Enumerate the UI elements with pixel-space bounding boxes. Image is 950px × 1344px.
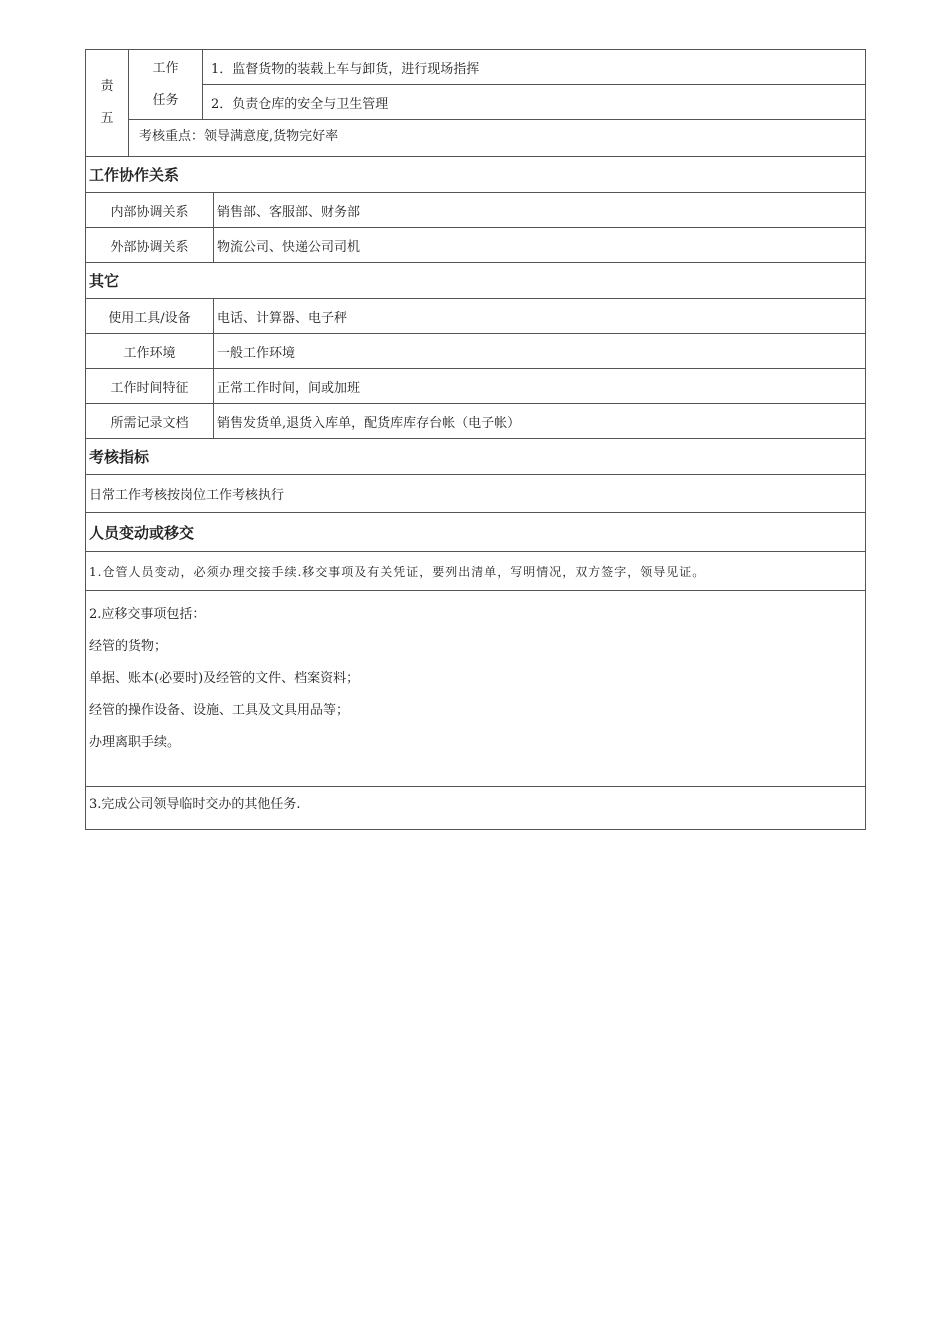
external-coordination-value: 物流公司、快递公司司机 <box>214 228 866 263</box>
records-value: 销售发货单,退货入库单，配货库库存台帐（电子帐） <box>214 404 866 439</box>
section-title-cooperation: 工作协作关系 <box>86 157 866 193</box>
internal-coordination-label: 内部协调关系 <box>86 193 214 228</box>
job-description-table <box>85 49 866 830</box>
handover-item-2-line: 办理离职手续。 <box>89 735 181 750</box>
handover-item-3: 3.完成公司领导临时交办的其他任务. <box>86 787 866 830</box>
task-label-line2: 任务 <box>152 92 179 108</box>
task-label-line1: 工作 <box>152 60 179 76</box>
duty-label-line1: 责 <box>100 79 114 94</box>
work-environment-value: 一般工作环境 <box>214 334 866 369</box>
task-item-2: 2．负责仓库的安全与卫生管理 <box>203 85 866 120</box>
records-label: 所需记录文档 <box>86 404 214 439</box>
indicators-text: 日常工作考核按岗位工作考核执行 <box>86 475 866 513</box>
handover-item-2-line: 经管的操作设备、设施、工具及文具用品等； <box>89 703 350 718</box>
handover-item-2-line: 单据、账本(必要时)及经管的文件、档案资料； <box>89 671 360 686</box>
tools-label: 使用工具/设备 <box>86 299 214 334</box>
handover-item-1: 1.仓管人员变动，必须办理交接手续.移交事项及有关凭证，要列出清单，写明情况，双方签字，领导见证。 <box>86 552 866 591</box>
tools-value: 电话、计算器、电子秤 <box>214 299 866 334</box>
handover-item-2-line: 2.应移交事项包括： <box>89 607 206 622</box>
assessment-focus: 考核重点：领导满意度,货物完好率 <box>129 120 866 157</box>
job-description-table-page <box>85 49 865 830</box>
duty-five-label <box>86 50 129 157</box>
handover-item-2 <box>86 591 866 787</box>
duty-label-line2: 五 <box>100 111 114 126</box>
section-title-other: 其它 <box>86 263 866 299</box>
internal-coordination-value: 销售部、客服部、财务部 <box>214 193 866 228</box>
work-hours-label: 工作时间特征 <box>86 369 214 404</box>
work-hours-value: 正常工作时间，间或加班 <box>214 369 866 404</box>
section-title-handover: 人员变动或移交 <box>86 513 866 552</box>
task-label <box>129 50 203 120</box>
work-environment-label: 工作环境 <box>86 334 214 369</box>
external-coordination-label: 外部协调关系 <box>86 228 214 263</box>
section-title-indicators: 考核指标 <box>86 439 866 475</box>
task-item-1: 1．监督货物的装载上车与卸货，进行现场指挥 <box>203 50 866 85</box>
handover-item-2-line: 经管的货物； <box>89 639 168 654</box>
